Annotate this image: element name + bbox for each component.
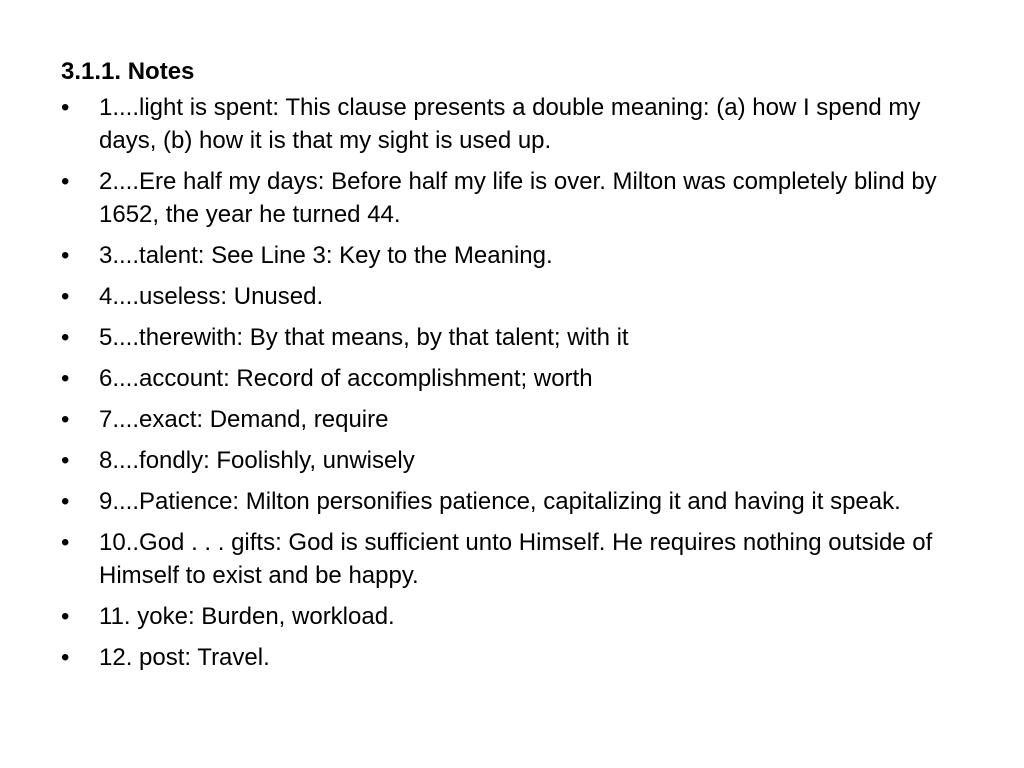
note-item [61, 321, 984, 354]
note-item [61, 165, 984, 231]
note-text: 1....light is spent: This clause presents a double meaning: (a) how I spend my days, (b) how it is that my sight is used up. [99, 94, 921, 154]
bullet-icon: • [61, 447, 70, 474]
note-item [61, 444, 984, 477]
note-item [61, 641, 984, 674]
note-text: 11. yoke: Burden, workload. [99, 603, 395, 630]
note-text: 5....therewith: By that means, by that talent; with it [99, 324, 629, 351]
bullet-icon: • [61, 365, 70, 392]
note-text: 3....talent: See Line 3: Key to the Meaning. [99, 242, 553, 269]
note-item [61, 403, 984, 436]
note-item [61, 239, 984, 272]
bullet-icon: • [61, 283, 70, 310]
bullet-icon: • [61, 168, 70, 195]
note-text: 2....Ere half my days: Before half my life is over. Milton was completely blind by 1652, the year he turned 44. [99, 168, 937, 228]
note-text: 7....exact: Demand, require [99, 406, 389, 433]
note-text: 4....useless: Unused. [99, 283, 324, 310]
bullet-icon: • [61, 488, 70, 515]
note-text: 10..God . . . gifts: God is sufficient unto Himself. He requires nothing outside of Himself to exist and be happy. [99, 529, 933, 589]
bullet-icon: • [61, 603, 70, 630]
note-item [61, 362, 984, 395]
notes-list [61, 91, 984, 674]
note-text: 6....account: Record of accomplishment; worth [99, 365, 593, 392]
note-item [61, 600, 984, 633]
bullet-icon: • [61, 242, 70, 269]
bullet-icon: • [61, 644, 70, 671]
note-item [61, 91, 984, 157]
notes-heading: 3.1.1. Notes [61, 58, 195, 85]
bullet-icon: • [61, 406, 70, 433]
bullet-icon: • [61, 94, 70, 121]
note-item [61, 485, 984, 518]
note-item [61, 526, 984, 592]
note-text: 9....Patience: Milton personifies patience, capitalizing it and having it speak. [99, 488, 901, 515]
note-item [61, 280, 984, 313]
note-text: 12. post: Travel. [99, 644, 270, 671]
bullet-icon: • [61, 529, 70, 556]
bullet-icon: • [61, 324, 70, 351]
note-text: 8....fondly: Foolishly, unwisely [99, 447, 415, 474]
